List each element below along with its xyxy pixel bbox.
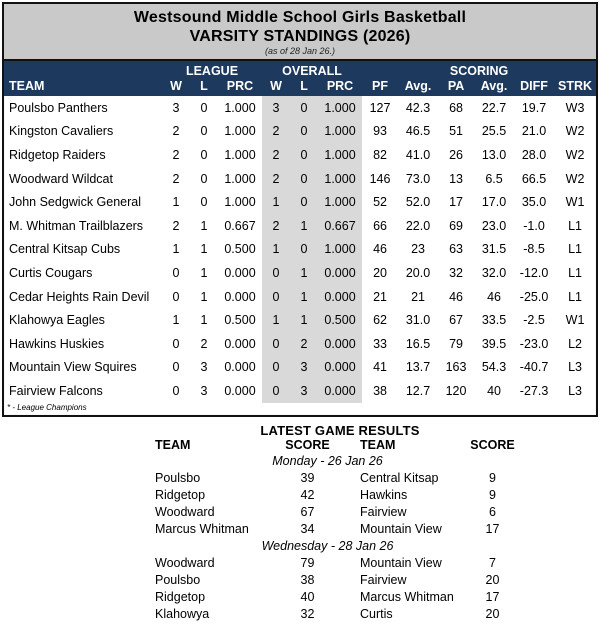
stat-cell: 52.0 [405, 195, 431, 210]
stat-cell: 1.000 [318, 143, 362, 167]
stat-cell: 120 [445, 383, 467, 398]
stat-cell: 1 [172, 313, 180, 328]
stat-cell: 3 [290, 379, 318, 403]
result-score: 20 [485, 607, 500, 622]
result-team: Woodward [155, 556, 215, 571]
stat-cell: 0.000 [224, 336, 256, 351]
team-name: Woodward Wildcat [9, 171, 113, 186]
stat-cell: 17 [449, 195, 463, 210]
stat-cell: 0 [200, 124, 208, 139]
stat-cell: 1 [200, 265, 208, 280]
result-score: 17 [485, 522, 500, 537]
stat-cell: 0 [200, 147, 208, 162]
stat-cell: 23.0 [481, 218, 507, 233]
result-score: 40 [300, 590, 315, 605]
stat-cell: 46.5 [405, 124, 431, 139]
stat-cell: 0.500 [224, 313, 256, 328]
stat-cell: L1 [568, 265, 582, 280]
result-team: Hawkins [360, 488, 408, 503]
standings-row [4, 167, 596, 191]
stat-cell: 41 [373, 360, 387, 375]
stat-cell: 1 [200, 242, 208, 257]
game-result-row [155, 589, 525, 606]
stat-cell: 2 [262, 214, 290, 238]
stat-cell: 0.500 [224, 242, 256, 257]
stat-cell: 12.7 [405, 383, 431, 398]
stat-cell: 21 [411, 289, 425, 304]
col-header-overall-l: L [290, 78, 318, 96]
standings-row [4, 96, 596, 120]
stat-cell: 79 [449, 336, 463, 351]
stat-cell: 2 [290, 332, 318, 356]
col-header-league-w: W [162, 78, 190, 96]
stat-cell: 35.0 [521, 195, 547, 210]
results-header-row [155, 438, 525, 453]
stat-cell: 146 [369, 171, 391, 186]
results-day-row [155, 453, 525, 470]
col-header-diff: DIFF [514, 78, 554, 96]
stat-cell: -2.5 [523, 313, 545, 328]
stat-cell: W1 [565, 195, 585, 210]
results-col-team-2: TEAM [360, 438, 396, 453]
stat-cell: -12.0 [519, 265, 549, 280]
standings-row [4, 120, 596, 144]
stat-cell: 0 [290, 120, 318, 144]
stat-cell: 6.5 [485, 171, 503, 186]
standings-row [4, 356, 596, 380]
stat-cell: 22.0 [405, 218, 431, 233]
result-team: Mountain View [360, 556, 442, 571]
stat-cell: 32.0 [481, 265, 507, 280]
stat-cell: 2 [172, 218, 180, 233]
stat-cell: -23.0 [519, 336, 549, 351]
stat-cell: 1 [200, 313, 208, 328]
team-name: John Sedgwick General [9, 195, 142, 210]
team-name: Hawkins Huskies [9, 336, 105, 351]
result-score: 67 [300, 505, 315, 520]
stat-cell: 2 [262, 143, 290, 167]
stat-cell: 41.0 [405, 147, 431, 162]
stat-cell: 2 [172, 147, 180, 162]
stat-cell: -1.0 [523, 218, 545, 233]
stat-cell: 38 [373, 383, 387, 398]
stat-cell: 0.000 [224, 383, 256, 398]
game-result-row [155, 504, 525, 521]
result-team: Poulsbo [155, 573, 201, 588]
standings-row [4, 285, 596, 309]
stat-cell: 21 [373, 289, 387, 304]
group-header-spacer [4, 61, 162, 78]
stat-cell: 1.000 [318, 238, 362, 262]
result-score: 7 [489, 556, 496, 571]
latest-results-panel [155, 423, 525, 623]
result-team: Ridgetop [155, 590, 206, 605]
result-score: 32 [300, 607, 315, 622]
stat-cell: 20 [373, 265, 387, 280]
stat-cell: 1 [290, 214, 318, 238]
stat-cell: 23 [411, 242, 425, 257]
stat-cell: 0 [172, 360, 180, 375]
results-col-score-2: SCORE [470, 438, 515, 453]
stat-cell: 0 [200, 195, 208, 210]
result-team: Marcus Whitman [155, 522, 249, 537]
result-team: Poulsbo [155, 471, 201, 486]
stat-cell: 1 [200, 218, 208, 233]
result-team: Curtis [360, 607, 393, 622]
stat-cell: 0 [262, 356, 290, 380]
stat-cell: L3 [568, 360, 582, 375]
stat-cell: 0 [200, 100, 208, 115]
results-title: LATEST GAME RESULTS [260, 422, 420, 438]
day-label: Wednesday - 28 Jan 26 [261, 539, 394, 554]
stat-cell: 0 [262, 379, 290, 403]
stat-cell: 22.7 [481, 100, 507, 115]
group-header-scoring: SCORING [362, 61, 596, 78]
results-col-score-1: SCORE [285, 438, 330, 453]
team-name: Mountain View Squires [9, 360, 137, 375]
standings-title: VARSITY STANDINGS (2026) [189, 28, 411, 45]
stat-cell: 3 [200, 360, 208, 375]
result-team: Fairview [360, 573, 407, 588]
game-result-row [155, 470, 525, 487]
stat-cell: 3 [262, 96, 290, 120]
stat-cell: 0 [172, 336, 180, 351]
col-header-pa: PA [438, 78, 474, 96]
stat-cell: 0 [262, 285, 290, 309]
result-team: Mountain View [360, 522, 442, 537]
game-result-row [155, 521, 525, 538]
league-champions-footnote: * - League Champions [7, 402, 87, 412]
stat-cell: 163 [445, 360, 467, 375]
result-score: 6 [489, 505, 496, 520]
standings-group-header-row [4, 61, 596, 78]
result-score: 34 [300, 522, 315, 537]
stat-cell: 1.000 [318, 190, 362, 214]
result-score: 9 [489, 488, 496, 503]
stat-cell: 0.000 [318, 356, 362, 380]
stat-cell: W1 [565, 313, 585, 328]
stat-cell: 2 [172, 171, 180, 186]
stat-cell: 0.000 [318, 332, 362, 356]
stat-cell: 1.000 [318, 167, 362, 191]
stat-cell: 0 [172, 383, 180, 398]
standings-row [4, 190, 596, 214]
stat-cell: 31.5 [481, 242, 507, 257]
stat-cell: 1 [262, 190, 290, 214]
stat-cell: -27.3 [519, 383, 549, 398]
stat-cell: 0 [290, 238, 318, 262]
stat-cell: -40.7 [519, 360, 549, 375]
stat-cell: 3 [172, 100, 180, 115]
stat-cell: L2 [568, 336, 582, 351]
stat-cell: 46 [449, 289, 463, 304]
stat-cell: 19.7 [521, 100, 547, 115]
stat-cell: 66 [373, 218, 387, 233]
team-name: Cedar Heights Rain Devil [9, 289, 150, 304]
team-name: M. Whitman Trailblazers [9, 218, 144, 233]
stat-cell: 3 [290, 356, 318, 380]
game-result-row [155, 572, 525, 589]
stat-cell: L1 [568, 218, 582, 233]
stat-cell: 0 [290, 96, 318, 120]
stat-cell: W2 [565, 124, 585, 139]
result-score: 79 [300, 556, 315, 571]
stat-cell: 1.000 [224, 100, 256, 115]
standings-column-header-row [4, 78, 596, 96]
stat-cell: 40 [487, 383, 501, 398]
stat-cell: 32 [449, 265, 463, 280]
stat-cell: 1 [172, 242, 180, 257]
stat-cell: 1.000 [224, 124, 256, 139]
stat-cell: 0.000 [224, 360, 256, 375]
col-header-strk: STRK [554, 78, 596, 96]
stat-cell: 73.0 [405, 171, 431, 186]
col-header-overall-prc: PRC [318, 78, 362, 96]
stat-cell: 1.000 [318, 96, 362, 120]
day-label: Monday - 26 Jan 26 [272, 454, 383, 469]
col-header-team: TEAM [4, 78, 162, 96]
stat-cell: 0.500 [318, 308, 362, 332]
result-score: 39 [300, 471, 315, 486]
stat-cell: 0.667 [318, 214, 362, 238]
col-header-pf: PF [362, 78, 398, 96]
stat-cell: 1 [262, 308, 290, 332]
as-of-date: (as of 28 Jan 26.) [264, 46, 336, 56]
stat-cell: 31.0 [405, 313, 431, 328]
col-header-league-l: L [190, 78, 218, 96]
team-name: Curtis Cougars [9, 265, 93, 280]
stat-cell: 0.000 [224, 265, 256, 280]
stat-cell: 0 [200, 171, 208, 186]
team-name: Poulsbo Panthers [9, 100, 108, 115]
stat-cell: 1 [290, 308, 318, 332]
stat-cell: 1 [172, 195, 180, 210]
stat-cell: 0 [262, 261, 290, 285]
stat-cell: 1.000 [224, 171, 256, 186]
stat-cell: 13.0 [481, 147, 507, 162]
standings-body [4, 96, 596, 403]
stat-cell: 1 [290, 261, 318, 285]
stat-cell: 25.5 [481, 124, 507, 139]
stat-cell: 42.3 [405, 100, 431, 115]
standings-row [4, 332, 596, 356]
stat-cell: 21.0 [521, 124, 547, 139]
stat-cell: 1 [262, 238, 290, 262]
stat-cell: 1 [200, 289, 208, 304]
stat-cell: 0 [172, 265, 180, 280]
col-header-pf-avg: Avg. [398, 78, 438, 96]
group-header-league: LEAGUE [162, 61, 262, 78]
result-team: Central Kitsap [360, 471, 439, 486]
stat-cell: 1 [290, 285, 318, 309]
stat-cell: 67 [449, 313, 463, 328]
standings-row [4, 379, 596, 403]
standings-row [4, 261, 596, 285]
stat-cell: 16.5 [405, 336, 431, 351]
stat-cell: 2 [262, 120, 290, 144]
team-name: Ridgetop Raiders [9, 147, 106, 162]
stat-cell: 0 [290, 190, 318, 214]
stat-cell: 33.5 [481, 313, 507, 328]
stat-cell: 0.000 [318, 379, 362, 403]
stat-cell: 2 [262, 167, 290, 191]
stat-cell: 2 [172, 124, 180, 139]
standings-row [4, 238, 596, 262]
stat-cell: 13.7 [405, 360, 431, 375]
team-name: Central Kitsap Cubs [9, 242, 121, 257]
stat-cell: -25.0 [519, 289, 549, 304]
league-title: Westsound Middle School Girls Basketball [133, 9, 467, 26]
standings-row [4, 214, 596, 238]
stat-cell: 1.000 [224, 147, 256, 162]
stat-cell: 52 [373, 195, 387, 210]
stat-cell: 39.5 [481, 336, 507, 351]
stat-cell: 3 [200, 383, 208, 398]
stat-cell: 33 [373, 336, 387, 351]
result-team: Ridgetop [155, 488, 206, 503]
group-header-overall: OVERALL [262, 61, 362, 78]
team-name: Klahowya Eagles [9, 313, 105, 328]
result-score: 20 [485, 573, 500, 588]
stat-cell: 26 [449, 147, 463, 162]
stat-cell: L3 [568, 383, 582, 398]
standings-row [4, 308, 596, 332]
stat-cell: 127 [369, 100, 391, 115]
stat-cell: 28.0 [521, 147, 547, 162]
stat-cell: 54.3 [481, 360, 507, 375]
results-body [155, 453, 525, 623]
stat-cell: 0 [172, 289, 180, 304]
game-result-row [155, 487, 525, 504]
result-score: 17 [485, 590, 500, 605]
stat-cell: L1 [568, 289, 582, 304]
result-team: Klahowya [155, 607, 210, 622]
stat-cell: 0.000 [318, 261, 362, 285]
standings-row [4, 143, 596, 167]
stat-cell: 62 [373, 313, 387, 328]
stat-cell: 82 [373, 147, 387, 162]
stat-cell: 51 [449, 124, 463, 139]
stat-cell: 0 [290, 167, 318, 191]
stat-cell: W2 [565, 171, 585, 186]
stat-cell: 63 [449, 242, 463, 257]
result-score: 42 [300, 488, 315, 503]
stat-cell: 0 [290, 143, 318, 167]
stat-cell: 0.000 [318, 285, 362, 309]
team-name: Fairview Falcons [9, 383, 103, 398]
stat-cell: 2 [200, 336, 208, 351]
stat-cell: W2 [565, 147, 585, 162]
result-score: 38 [300, 573, 315, 588]
stat-cell: L1 [568, 242, 582, 257]
standings-panel [2, 2, 598, 417]
result-team: Fairview [360, 505, 407, 520]
col-header-pa-avg: Avg. [474, 78, 514, 96]
stat-cell: -8.5 [523, 242, 545, 257]
stat-cell: 46 [373, 242, 387, 257]
stat-cell: 20.0 [405, 265, 431, 280]
game-result-row [155, 555, 525, 572]
stat-cell: 68 [449, 100, 463, 115]
stat-cell: 1.000 [318, 120, 362, 144]
standings-title-band [4, 4, 596, 61]
stat-cell: 66.5 [521, 171, 547, 186]
results-col-team-1: TEAM [155, 438, 191, 453]
stat-cell: W3 [565, 100, 585, 115]
stat-cell: 0.000 [224, 289, 256, 304]
stat-cell: 0.667 [224, 218, 256, 233]
results-table [155, 438, 525, 623]
standings-table [4, 61, 596, 403]
stat-cell: 13 [449, 171, 463, 186]
stat-cell: 93 [373, 124, 387, 139]
team-name: Kingston Cavaliers [9, 124, 114, 139]
result-team: Woodward [155, 505, 215, 520]
col-header-league-prc: PRC [218, 78, 262, 96]
stat-cell: 17.0 [481, 195, 507, 210]
stat-cell: 69 [449, 218, 463, 233]
game-result-row [155, 606, 525, 623]
stat-cell: 1.000 [224, 195, 256, 210]
result-score: 9 [489, 471, 496, 486]
results-day-row [155, 538, 525, 555]
result-team: Marcus Whitman [360, 590, 454, 605]
col-header-overall-w: W [262, 78, 290, 96]
stat-cell: 0 [262, 332, 290, 356]
stat-cell: 46 [487, 289, 501, 304]
